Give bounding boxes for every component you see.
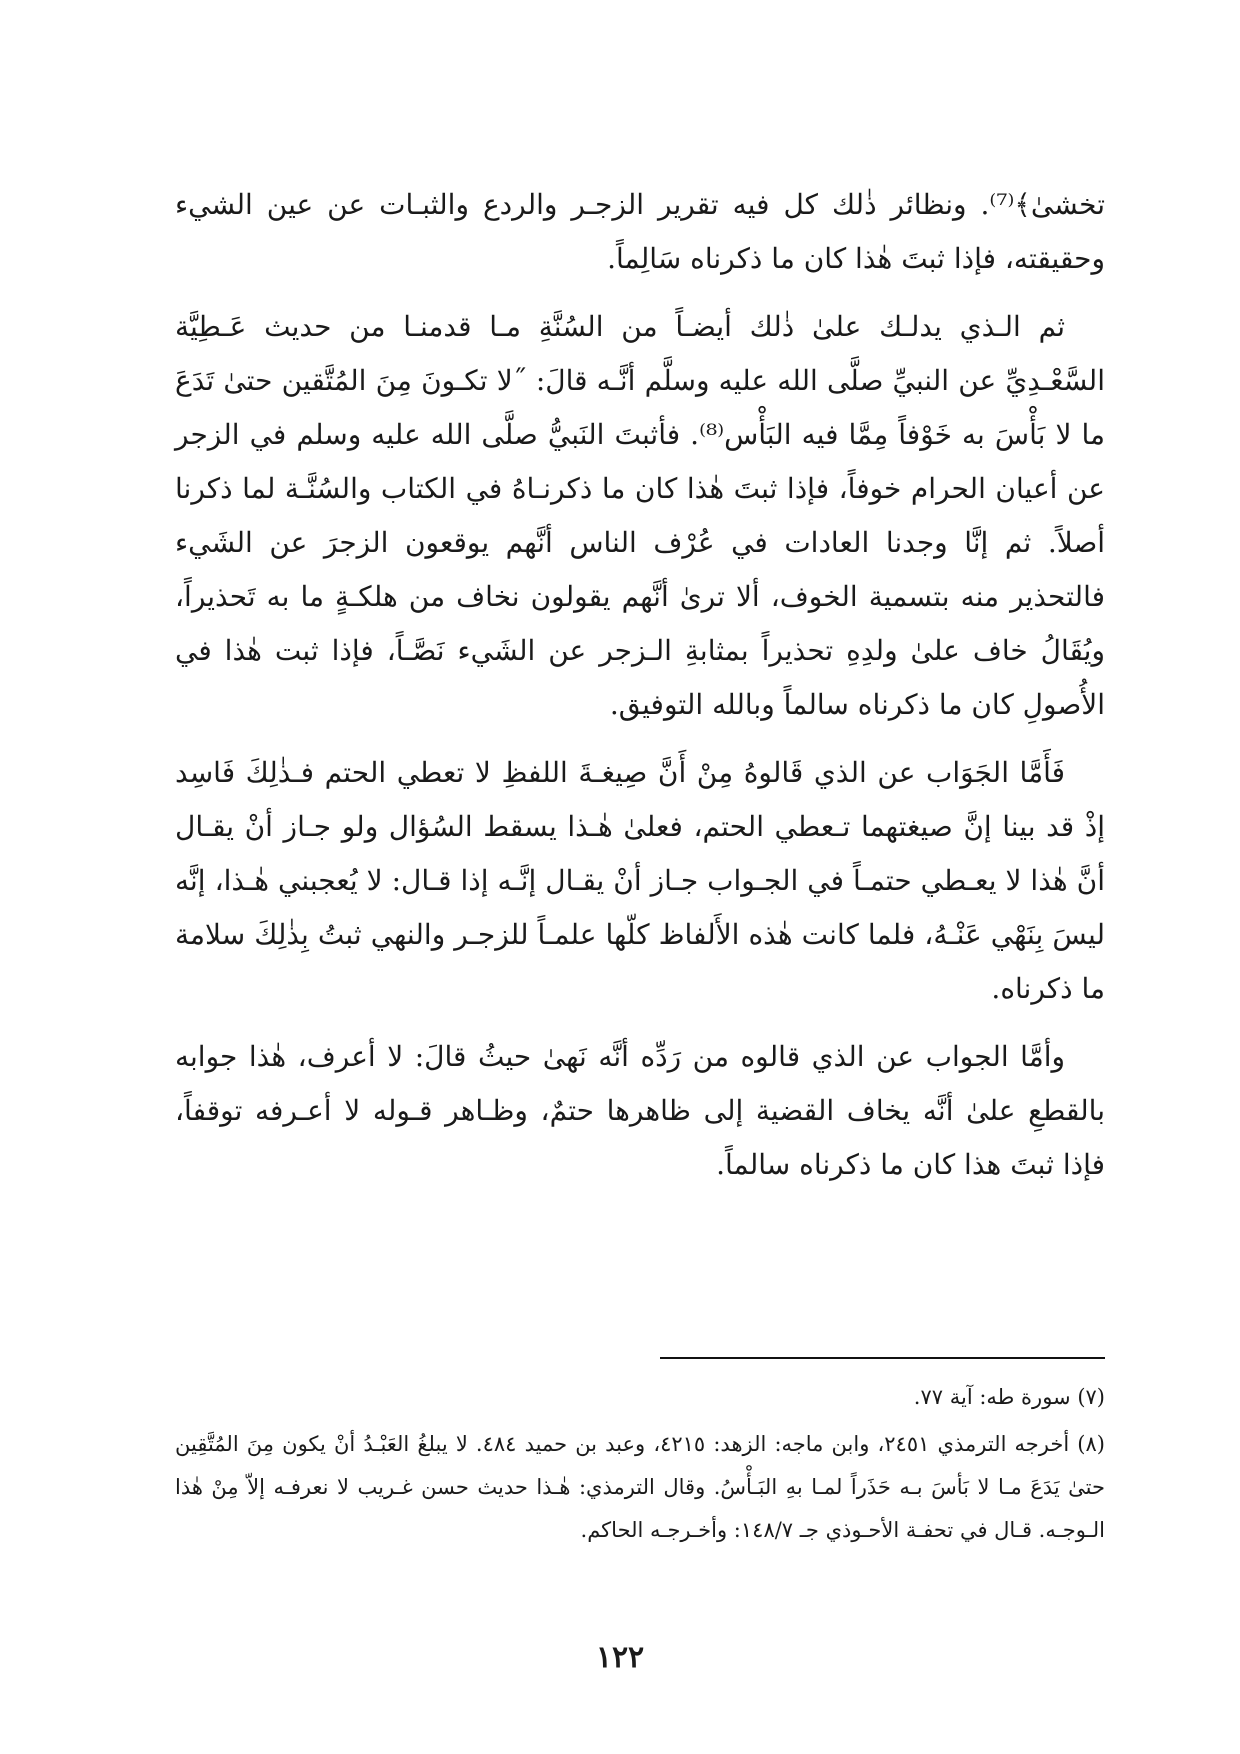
footnote-7: (٧) سورة طه: آية ٧٧.	[913, 1385, 1105, 1409]
paragraph-1: تخشىٰ﴾⁽⁷⁾. ونظائر ذٰلك كل فيه تقرير الزجـر والردع والثبـات عن عين الشيء وحقيقته، فإذا ثبتَ هٰذا كان ما ذكرناه سَالِماً.	[175, 188, 1105, 275]
page-number: ١٢٢	[595, 1640, 645, 1675]
footnote-8: (٨) أخرجه الترمذي ٢٤٥١، وابن ماجه: الزهد: ٤٢١٥، وعبد بن حميد ٤٨٤. لا يبلغُ العَبْـدُ أنْ يكون مِنَ المُتَّقِين حتىٰ يَدَعَ مـا لا بَأسَ بـه حَذَراً لمـا بهِ البَـأْسُ. وقال الترمذي: هٰـذا حديث حسن غـريب لا نعرفـه إلاّ مِنْ هٰذا الـوجـه. قـال في تحفـة الأحـوذي جـ ١٤٨/٧: وأخـرجـه الحاكم.	[175, 1432, 1105, 1542]
paragraph-3: فَأَمَّا الجَوَاب عن الذي قَالوهُ مِنْ أَنَّ صِيغـةَ اللفظِ لا تعطي الحتم فـذٰلِكَ فَاسِد إذْ قد بينا إنَّ صيغتهما تـعطي الحتم، فعلىٰ هٰـذا يسقط السُؤال ولو جـاز أنْ يقـال أنَّ هٰذا لا يعـطي حتمـاً في الجـواب جـاز أنْ يقـال إنَّـه إذا قـال: لا يُعجبني هٰـذا، إنَّه ليسَ بِنَهْي عَنْـهُ، فلما كانت هٰذه الأَلفاظ كلّها علمـاً للزجـر والنهي ثبتُ بِذٰلِكَ سلامة ما ذكرناه.	[175, 756, 1105, 1005]
body-text	[175, 178, 1105, 1206]
footnote-divider	[660, 1357, 1105, 1359]
paragraph-4: وأمَّا الجواب عن الذي قالوه من رَدِّه أنَّه نَهىٰ حيثُ قالَ: لا أعرف، هٰذا جوابه بالقطعِ علىٰ أنَّه يخاف القضية إلى ظاهرها حتمٌ، وظـاهر قـوله لا أعـرفه توقفاً، فإذا ثبتَ هذا كان ما ذكرناه سالماً.	[175, 1040, 1105, 1181]
paragraph-2: ثم الـذي يدلـك علىٰ ذٰلك أيضـاً من السُنَّةِ مـا قدمنـا من حديث عَـطِيَّة السَّعْـدِيِّ عن النبيِّ صلَّى الله عليه وسلَّم أنَّـه قالَ: ˝لا تكـونَ مِنَ المُتَّقين حتىٰ تَدَعَ ما لا بَأْسَ به خَوْفاً مِمَّا فيه البَأْس⁽⁸⁾. فأثبتَ النَبيُّ صلَّى الله عليه وسلم في الزجر عن أعيان الحرام خوفاً، فإذا ثبتَ هٰذا كان ما ذكرنـاهُ في الكتاب والسُنَّـة لما ذكرنا أصلاً. ثم إنَّا وجدنا العادات في عُرْف الناس أنَّهم يوقعون الزجرَ عن الشَيء فالتحذير منه بتسمية الخوف، ألا ترىٰ أنَّهم يقولون نخاف من هلكـةٍ ما به تَحذيراً، ويُقَالُ خاف علىٰ ولدِهِ تحذيراً بمثابةِ الـزجر عن الشَيء نَصَّـاً، فإذا ثبت هٰذا في الأُصولِ كان ما ذكرناه سالماً وبالله التوفيق.	[175, 310, 1105, 721]
footnotes	[175, 1376, 1105, 1556]
